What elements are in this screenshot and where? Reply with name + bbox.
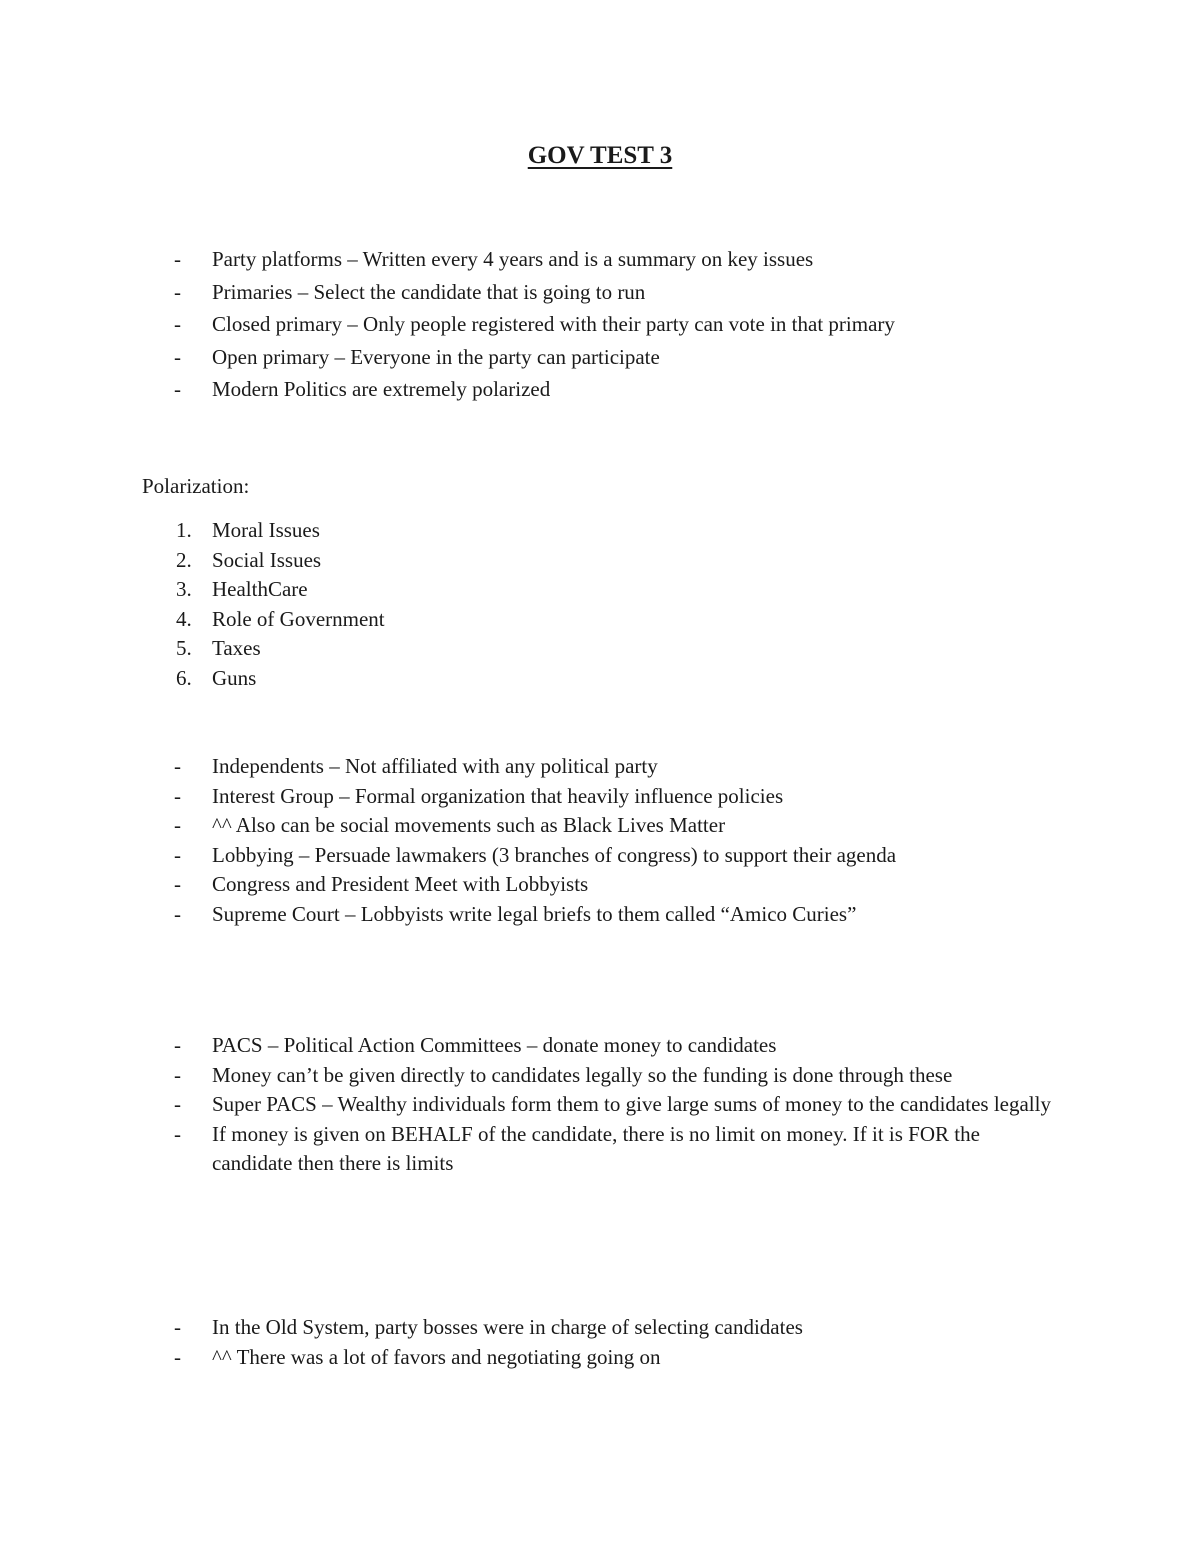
list-item — [0, 343, 1200, 373]
list-item-text: Lobbying – Persuade lawmakers (3 branches of congress) to support their agenda — [212, 842, 897, 867]
list-item — [0, 1090, 1200, 1120]
list-item — [0, 605, 1200, 635]
polarization-heading: Polarization: — [142, 474, 250, 498]
bullet-dash: - — [174, 1033, 181, 1057]
bullet-dash: - — [174, 1062, 181, 1087]
bullet-dash: - — [174, 872, 181, 896]
list-item-text: Party platforms – Written every 4 years and is a summary on key issues — [212, 247, 814, 271]
list-item — [0, 1031, 1200, 1061]
list-item-text: PACS – Political Action Committees – donate money to candidates — [212, 1033, 777, 1057]
page-title: GOV TEST 3 — [527, 142, 673, 169]
list-item-text: If money is given on BEHALF of the candidate, there is no limit on money. If it is FOR the candidate then there is limits — [212, 1121, 980, 1175]
bullet-dash: - — [174, 312, 181, 336]
list-item-text: In the Old System, party bosses were in charge of selecting candidates — [212, 1315, 803, 1339]
list-item — [0, 310, 1200, 340]
list-item-text: Moral Issues — [212, 518, 320, 542]
list-item — [0, 1120, 1200, 1179]
bullet-list-2 — [0, 752, 1200, 929]
list-item — [0, 782, 1200, 812]
list-item-text: Social Issues — [212, 547, 322, 572]
list-item — [0, 278, 1200, 308]
list-item-text: Modern Politics are extremely polarized — [212, 377, 551, 401]
list-item-text: Money can’t be given directly to candidates legally so the funding is done through these — [212, 1062, 953, 1087]
list-item-text: ^^ Also can be social movements such as Black Lives Matter — [212, 813, 726, 837]
numbered-list — [0, 516, 1200, 693]
bullet-dash: - — [174, 377, 181, 401]
list-item-text: Role of Government — [212, 606, 385, 631]
list-item-text: Closed primary – Only people registered with their party can vote in that primary — [212, 312, 895, 336]
list-item — [0, 375, 1200, 405]
bullet-dash: - — [174, 813, 181, 837]
list-item-text: Guns — [212, 665, 257, 690]
bullet-dash: - — [174, 754, 181, 778]
list-item — [0, 634, 1200, 664]
bullet-dash: - — [174, 1315, 181, 1339]
list-item-text: ^^ There was a lot of favors and negotiating going on — [212, 1344, 661, 1369]
list-item — [0, 752, 1200, 782]
list-number: 3. — [176, 577, 192, 601]
list-number: 1. — [176, 518, 192, 542]
list-item-text: Independents – Not affiliated with any political party — [212, 754, 658, 778]
list-number: 5. — [176, 636, 192, 660]
bullet-dash: - — [174, 1121, 181, 1146]
list-item-text: Taxes — [212, 636, 261, 660]
list-item — [0, 516, 1200, 546]
list-item — [0, 841, 1200, 871]
bullet-dash: - — [174, 344, 181, 369]
list-item — [0, 664, 1200, 694]
list-item — [0, 1343, 1200, 1373]
list-item-text: HealthCare — [212, 577, 308, 601]
list-number: 2. — [176, 547, 192, 572]
bullet-dash: - — [174, 247, 181, 271]
list-item — [0, 546, 1200, 576]
bullet-dash: - — [174, 783, 181, 808]
list-item — [0, 575, 1200, 605]
list-item — [0, 1061, 1200, 1091]
list-item-text: Congress and President Meet with Lobbyists — [212, 872, 589, 896]
bullet-dash: - — [174, 1344, 181, 1369]
list-item-text: Interest Group – Formal organization that heavily influence policies — [212, 783, 784, 808]
bullet-dash: - — [174, 901, 181, 926]
bullet-list-4 — [0, 1313, 1200, 1372]
list-item-text: Primaries – Select the candidate that is going to run — [212, 279, 646, 304]
list-item-text: Supreme Court – Lobbyists write legal briefs to them called “Amico Curies” — [212, 901, 857, 926]
list-item — [0, 870, 1200, 900]
bullet-list-3 — [0, 1031, 1200, 1179]
list-item — [0, 245, 1200, 275]
list-item — [0, 900, 1200, 930]
bullet-dash: - — [174, 1092, 181, 1116]
list-item-text: Open primary – Everyone in the party can participate — [212, 344, 660, 369]
bullet-dash: - — [174, 279, 181, 304]
bullet-dash: - — [174, 842, 181, 867]
list-number: 6. — [176, 665, 192, 690]
bullet-list-1 — [0, 245, 1200, 405]
list-item — [0, 1313, 1200, 1343]
list-item-text: Super PACS – Wealthy individuals form them to give large sums of money to the candidates legally — [212, 1092, 1051, 1116]
list-item — [0, 811, 1200, 841]
list-number: 4. — [176, 606, 192, 631]
